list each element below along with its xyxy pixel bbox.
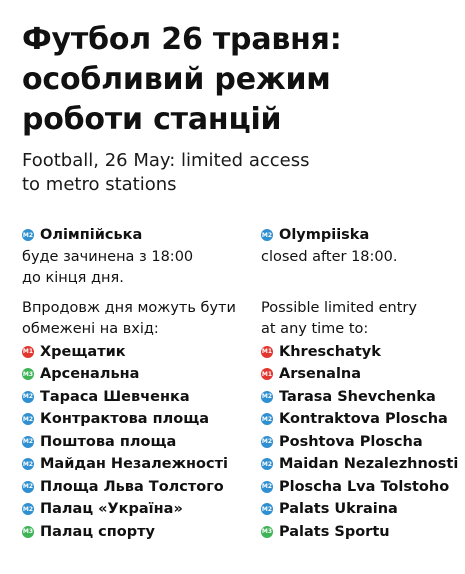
metro-line-icon: M2	[22, 458, 34, 470]
station-item	[22, 453, 237, 476]
metro-line-icon: M2	[261, 503, 273, 515]
note-line: Впродовж дня можуть бути	[22, 299, 236, 316]
station-item	[261, 476, 465, 499]
station-item	[261, 453, 465, 476]
station-name: Майдан Незалежності	[40, 456, 228, 473]
note-line: Possible limited entry	[261, 299, 417, 316]
station-list	[22, 341, 237, 544]
station-name: Arsenalna	[279, 366, 362, 383]
note-line: at any time to:	[261, 321, 369, 337]
station-item	[261, 363, 465, 386]
closed-station	[261, 224, 465, 247]
station-name: Хрещатик	[40, 343, 126, 360]
metro-line-icon: M2	[261, 391, 273, 403]
metro-line-icon: M2	[261, 458, 273, 470]
station-name: Ploscha Lva Tolstoho	[279, 478, 450, 495]
station-name: Olympiiska	[279, 227, 370, 244]
station-name: Контрактова площа	[40, 411, 210, 428]
station-name: Тараса Шевченка	[40, 388, 190, 405]
station-list	[261, 341, 465, 544]
english-column	[261, 224, 465, 543]
station-item	[261, 408, 465, 431]
station-item	[22, 431, 237, 454]
metro-line-icon: M1	[261, 346, 273, 358]
metro-line-icon: M2	[22, 481, 34, 493]
metro-line-icon: M3	[22, 368, 34, 380]
station-name: Tarasa Shevchenka	[279, 388, 436, 405]
note-line: буде зачинена з 18:00	[22, 248, 194, 265]
station-item	[22, 341, 237, 364]
station-item	[261, 498, 465, 521]
station-item	[22, 386, 237, 409]
station-name: Палац спорту	[40, 523, 155, 540]
metro-line-icon: M2	[22, 503, 34, 515]
metro-line-icon: M2	[22, 413, 34, 425]
metro-line-icon: M2	[261, 481, 273, 493]
title-line: роботи станцій	[22, 102, 282, 137]
metro-line-icon: M1	[261, 368, 273, 380]
note-line: до кінця дня.	[22, 270, 124, 286]
station-name: Palats Ukraina	[279, 501, 398, 518]
closed-note	[261, 247, 465, 269]
station-item	[22, 408, 237, 431]
station-item	[22, 363, 237, 386]
station-item	[22, 498, 237, 521]
metro-line-icon: M3	[22, 526, 34, 538]
station-name: Maidan Nezalezhnosti	[279, 456, 459, 473]
subtitle-line: Football, 26 May: limited access	[22, 150, 310, 171]
title-line: особливий режим	[22, 62, 331, 97]
station-item	[261, 431, 465, 454]
station-name: Poshtova Ploscha	[279, 433, 423, 450]
page-title	[22, 20, 452, 140]
station-item	[261, 386, 465, 409]
metro-line-icon: M3	[261, 526, 273, 538]
station-name: Палац «Україна»	[40, 501, 183, 518]
station-name: Площа Льва Толстого	[40, 478, 224, 495]
metro-line-icon: M2	[22, 391, 34, 403]
closed-note	[22, 247, 237, 290]
station-name: Поштова площа	[40, 433, 177, 450]
ukrainian-column	[22, 224, 237, 543]
metro-line-icon: M2	[261, 436, 273, 448]
limited-note	[22, 298, 237, 341]
title-line: Футбол 26 травня:	[22, 22, 342, 57]
metro-line-icon: M2	[261, 413, 273, 425]
note-line: обмежені на вхід:	[22, 321, 159, 337]
station-item	[261, 521, 465, 544]
metro-line-icon: M2	[261, 229, 273, 241]
station-name: Palats Sportu	[279, 523, 390, 540]
station-item	[261, 341, 465, 364]
page-subtitle	[22, 149, 452, 197]
metro-line-icon: M2	[22, 436, 34, 448]
metro-line-icon: M2	[22, 229, 34, 241]
station-item	[22, 476, 237, 499]
station-name: Khreschatyk	[279, 343, 381, 360]
station-name: Kontraktova Ploscha	[279, 411, 448, 428]
limited-note	[261, 298, 465, 341]
closed-station	[22, 224, 237, 247]
note-line: closed after 18:00.	[261, 248, 398, 265]
station-name: Арсенальна	[40, 366, 140, 383]
station-item	[22, 521, 237, 544]
station-name: Олімпійська	[40, 227, 143, 244]
metro-line-icon: M1	[22, 346, 34, 358]
subtitle-line: to metro stations	[22, 174, 177, 195]
